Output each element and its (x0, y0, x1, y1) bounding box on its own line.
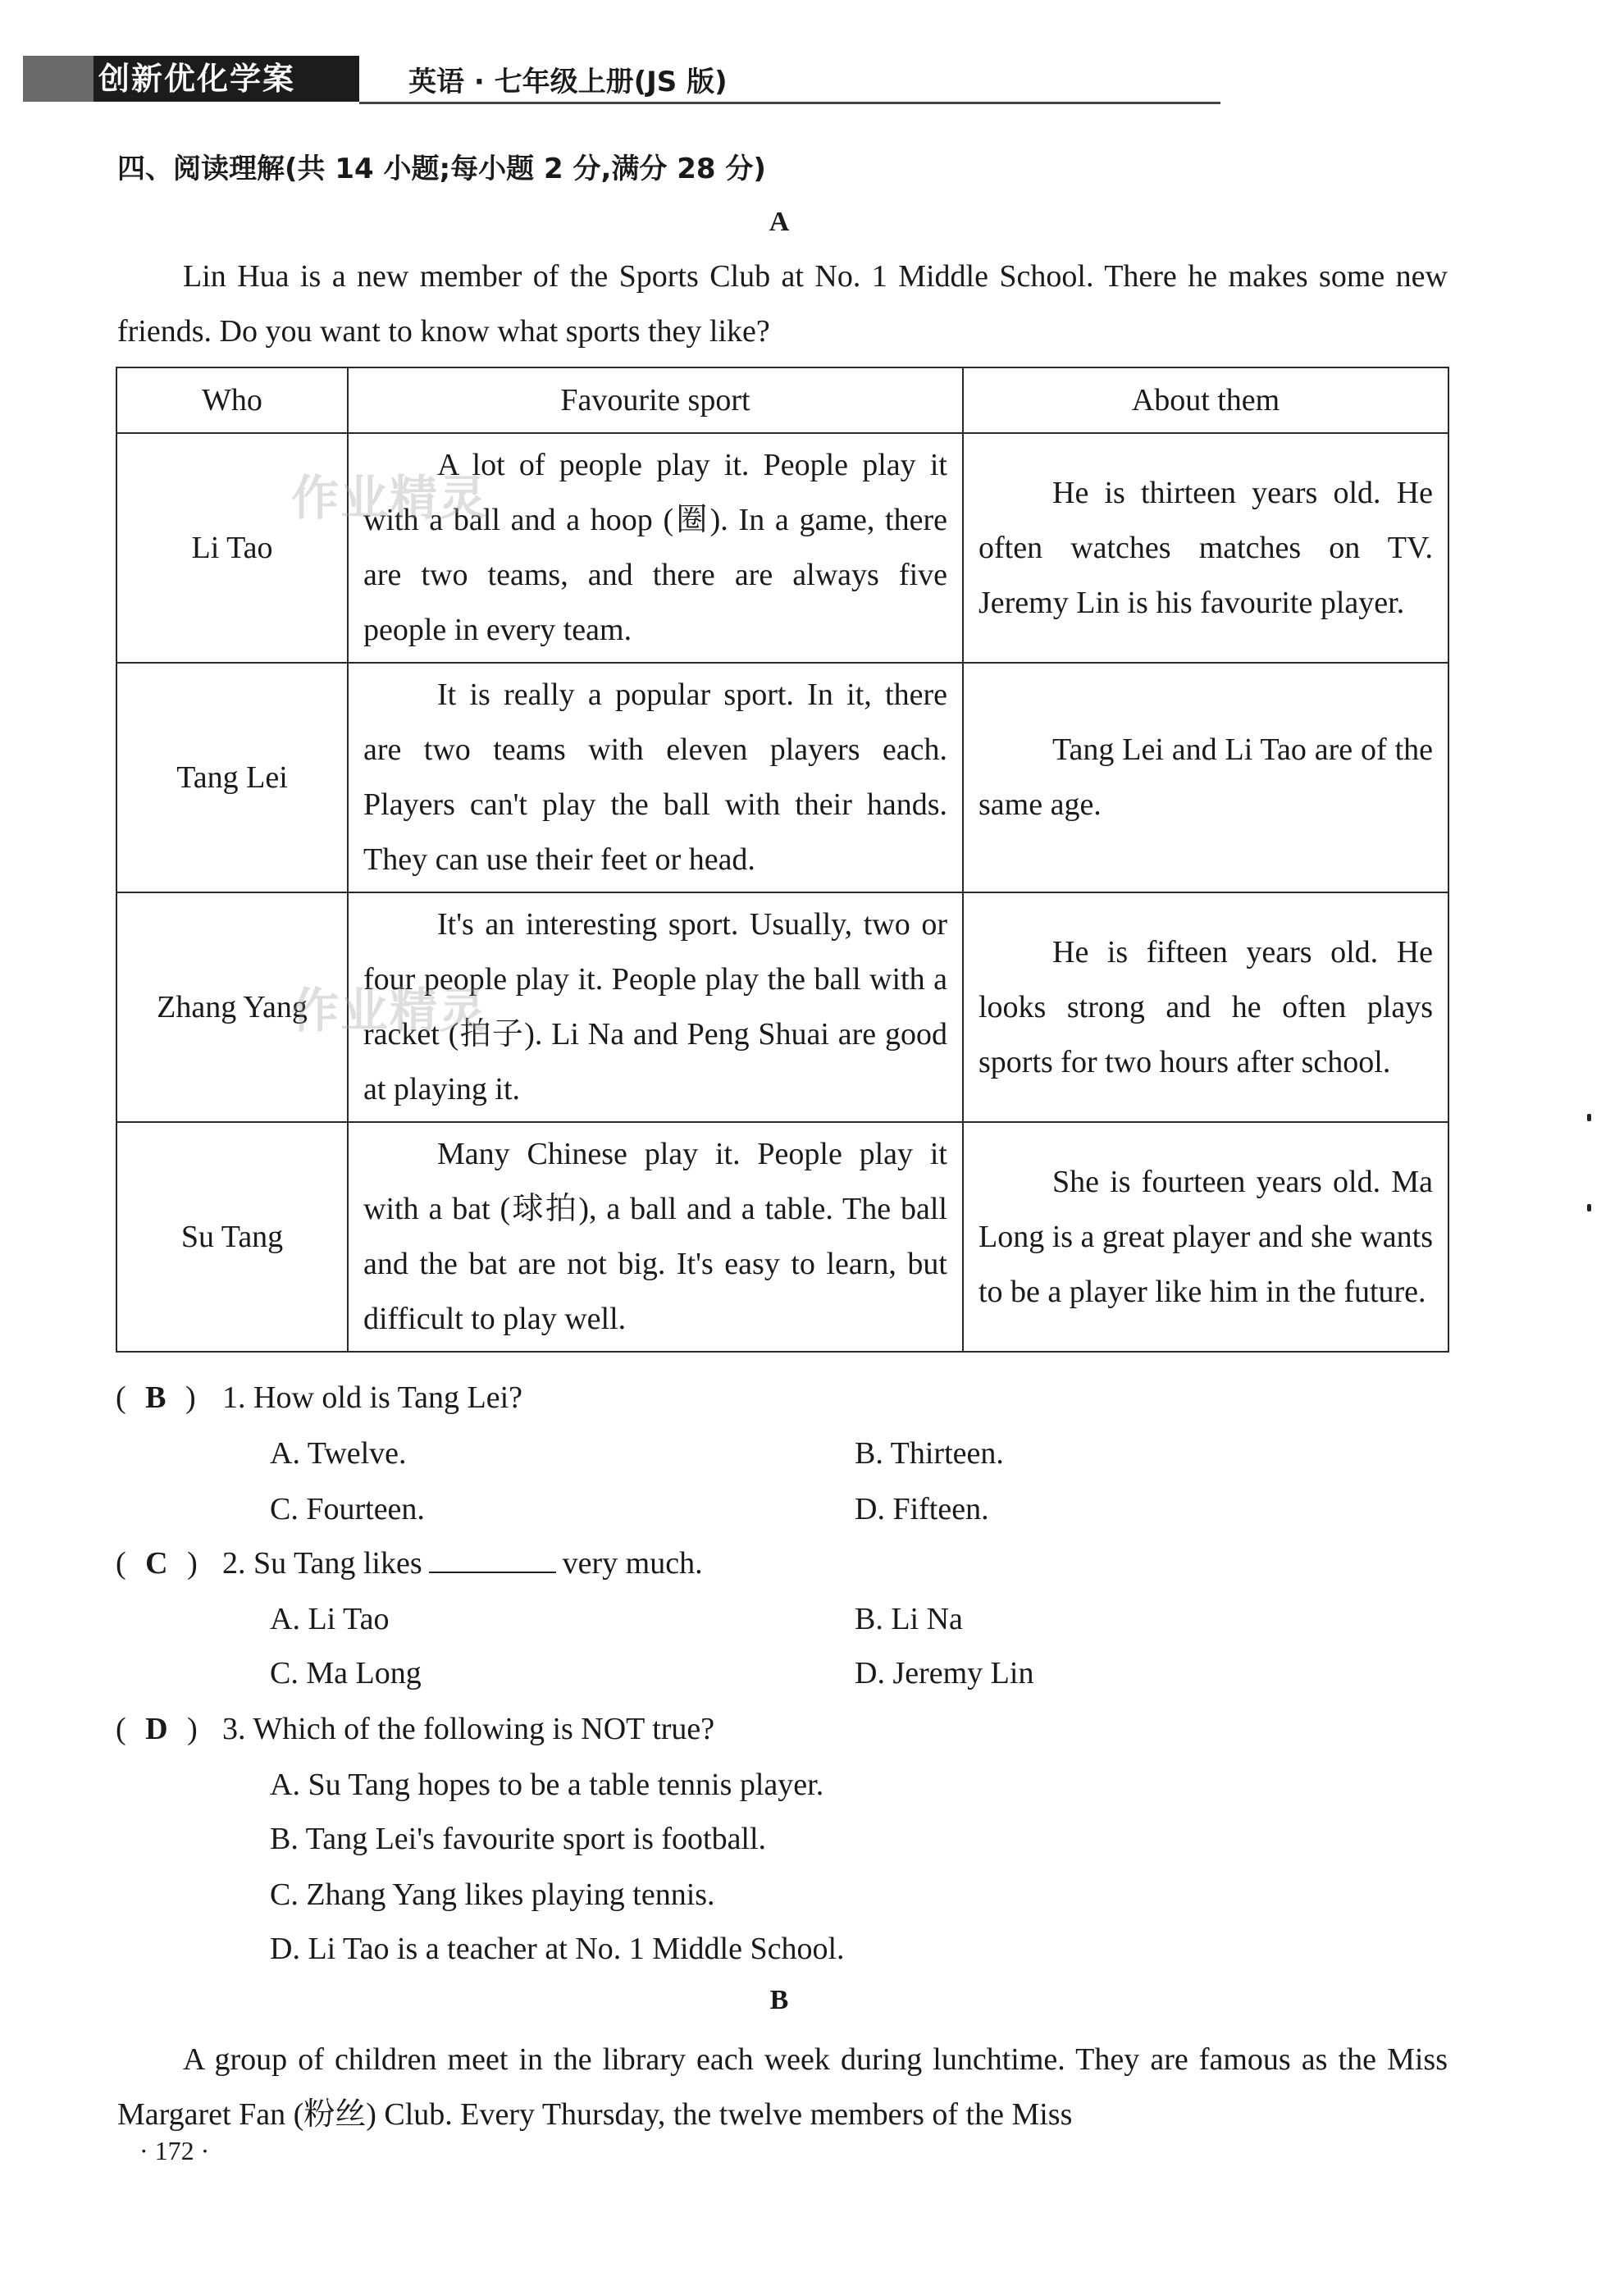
option: D. Fifteen. (855, 1492, 989, 1526)
section-title: 四、阅读理解(共 14 小题;每小题 2 分,满分 28 分) (117, 153, 766, 185)
row-sport-text: It is really a popular sport. In it, there are two teams with eleven players each. Players can't play the ball with their hands. They can use their feet or head. (363, 677, 947, 877)
table-header-row (116, 367, 1448, 433)
passage-a-intro-text: Lin Hua is a new member of the Sports Club at No. 1 Middle School. There he makes some new friends. Do you want to know what sports they like? (117, 259, 1448, 349)
header-who: Who (116, 367, 348, 433)
sports-table (116, 367, 1449, 1353)
row-sport-text: A lot of people play it. People play it with a ball and a hoop (圈). In a game, there are two teams, and there are always five people in every team. (363, 448, 947, 647)
question-1 (116, 1380, 522, 1416)
header-favourite-sport: Favourite sport (348, 367, 963, 433)
answer-letter: D (145, 1712, 168, 1746)
answer-box: ( B ) (116, 1380, 196, 1415)
watermark: 作业精灵 (291, 983, 489, 1038)
question-stem: 1. How old is Tang Lei? (222, 1380, 523, 1415)
row-about (963, 433, 1448, 663)
margin-mark (1587, 1204, 1591, 1211)
book-title: 英语 · 七年级上册(JS 版) (408, 66, 728, 98)
row-who: Li Tao (116, 433, 348, 663)
row-sport (348, 663, 963, 892)
row-about-text: He is fifteen years old. He looks strong and he often plays sports for two hours after school. (979, 934, 1433, 1079)
answer-letter: B (145, 1380, 167, 1415)
row-about-text: He is thirteen years old. He often watches matches on TV. Jeremy Lin is his favourite player. (979, 475, 1433, 620)
row-about (963, 1122, 1448, 1352)
row-about (963, 892, 1448, 1122)
option: C. Zhang Yang likes playing tennis. (270, 1877, 715, 1912)
fill-blank (429, 1547, 556, 1573)
row-who: Zhang Yang (116, 892, 348, 1122)
option: C. Ma Long (270, 1656, 422, 1690)
header-about-them: About them (963, 367, 1448, 433)
watermark: 作业精灵 (291, 470, 489, 526)
answer-box: ( D ) (116, 1712, 198, 1746)
option: A. Li Tao (270, 1602, 390, 1636)
brand-badge-icon (23, 56, 94, 102)
row-who: Su Tang (116, 1122, 348, 1352)
brand-banner (23, 56, 359, 102)
table-row (116, 1122, 1448, 1352)
option: A. Twelve. (270, 1436, 407, 1471)
row-sport (348, 433, 963, 663)
option: D. Jeremy Lin (855, 1656, 1034, 1690)
answer-box: ( C ) (116, 1546, 198, 1581)
question-stem-before: 2. Su Tang likes (222, 1546, 422, 1581)
header-divider (359, 102, 1220, 104)
option: A. Su Tang hopes to be a table tennis player. (270, 1768, 824, 1802)
row-sport-text: It's an interesting sport. Usually, two or four people play it. People play the ball with a racket (拍子). Li Na and Peng Shuai are good at playing it. (363, 907, 947, 1106)
table-row (116, 663, 1448, 892)
passage-b-label: B (769, 1985, 789, 2015)
passage-b-text-block (117, 2032, 1448, 2142)
row-sport (348, 1122, 963, 1352)
table-row (116, 892, 1448, 1122)
answer-letter: C (145, 1546, 168, 1581)
question-3 (116, 1711, 714, 1747)
margin-mark (1587, 1114, 1591, 1121)
question-stem-after: very much. (562, 1546, 703, 1581)
option: B. Li Na (855, 1602, 963, 1636)
brand-text: 创新优化学案 (98, 61, 296, 97)
passage-b-text: A group of children meet in the library each week during lunchtime. They are famous as the Miss Margaret Fan (粉丝) Club. Every Thursday, the twelve members of the Miss (117, 2042, 1448, 2132)
table-row (116, 433, 1448, 663)
option: C. Fourteen. (270, 1492, 425, 1526)
option: D. Li Tao is a teacher at No. 1 Middle School. (270, 1932, 845, 1966)
page-header (23, 56, 1220, 105)
row-who: Tang Lei (116, 663, 348, 892)
page-number: · 172 · (139, 2136, 210, 2165)
row-about (963, 663, 1448, 892)
row-sport-text: Many Chinese play it. People play it with a bat (球拍), a ball and a table. The ball and the bat are not big. It's easy to learn, but difficult to play well. (363, 1137, 947, 1336)
row-sport (348, 892, 963, 1122)
option: B. Tang Lei's favourite sport is football. (270, 1822, 767, 1856)
passage-a-intro (117, 249, 1448, 359)
option: B. Thirteen. (855, 1436, 1004, 1471)
row-about-text: Tang Lei and Li Tao are of the same age. (979, 732, 1433, 822)
passage-a-label: A (769, 207, 790, 237)
question-2 (116, 1545, 703, 1581)
question-stem: 3. Which of the following is NOT true? (222, 1712, 715, 1746)
row-about-text: She is fourteen years old. Ma Long is a great player and she wants to be a player like him in the future. (979, 1164, 1433, 1309)
